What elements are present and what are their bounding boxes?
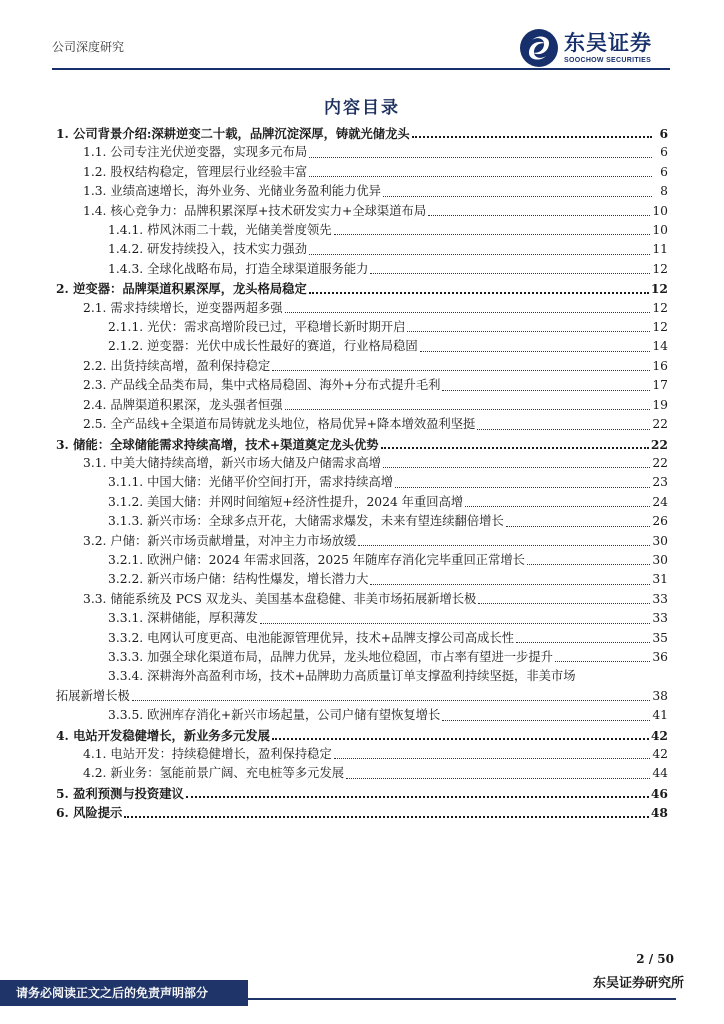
toc-entry-page: 14 [652, 339, 668, 354]
toc-entry[interactable] [56, 318, 668, 337]
toc-entry-text: 公司背景介绍:深耕逆变二十载，品牌沉淀深厚，铸就光储龙头 [73, 126, 410, 141]
toc-entry-page: 35 [652, 630, 668, 645]
toc-entry-text: 电网认可度更高、电池能源管理优异，技术+品牌支撑公司高成长性 [147, 630, 515, 645]
toc-leader-dots [395, 486, 650, 488]
toc-leader-dots [420, 350, 651, 352]
toc-entry-number: 1.4.1. [108, 223, 144, 238]
toc-entry-page: 26 [652, 514, 668, 529]
toc-leader-dots [132, 699, 651, 701]
toc-entry[interactable] [56, 279, 668, 298]
toc-entry[interactable] [56, 629, 668, 648]
toc-entry[interactable] [56, 784, 668, 803]
toc-title: 内容目录 [324, 98, 400, 118]
toc-entry-text: 研发持续投入，技术实力强劲 [147, 242, 307, 257]
toc-entry-number: 1.1. [83, 145, 107, 160]
toc-entry-page: 12 [652, 320, 668, 335]
toc-entry-text: 新兴市场：全球多点开花，大储需求爆发，未来有望连续翻倍增长 [147, 514, 504, 529]
toc-entry-page: 33 [652, 611, 668, 626]
toc-entry[interactable] [56, 260, 668, 279]
toc-entry-number: 3. [56, 436, 69, 452]
toc-entry-text: 出货持续高增，盈利保持稳定 [110, 358, 271, 373]
toc-entry-page: 22 [652, 455, 668, 470]
toc-entry-text: 全球化战略布局，打造全球渠道服务能力 [147, 261, 369, 276]
toc-entry-number: 3.3.4. [108, 669, 144, 684]
toc-entry[interactable] [56, 182, 668, 201]
toc-entry[interactable] [56, 202, 668, 221]
toc-entry-number: 2.1. [83, 300, 107, 315]
toc-entry-text: 美国大储：并网时间缩短+经济性提升，2024 年重回高增 [147, 494, 464, 509]
toc-entry-number: 1.4.3. [108, 261, 144, 276]
toc-leader-dots [309, 156, 652, 158]
toc-entry-page: 8 [660, 184, 668, 199]
toc-entry-number: 1.2. [83, 164, 107, 179]
toc-entry-text: 光伏：需求高增阶段已过，平稳增长新时期开启 [147, 320, 406, 335]
toc-entry-number: 3.1.3. [108, 514, 144, 529]
toc-entry[interactable] [56, 532, 668, 551]
toc-entry-page: 38 [652, 688, 668, 703]
toc-entry-page: 48 [650, 805, 668, 821]
toc-entry[interactable] [56, 454, 668, 473]
toc-entry-text: 公司专注光伏逆变器，实现多元布局 [110, 145, 308, 160]
toc-entry-page: 12 [652, 261, 668, 276]
disclaimer-banner: 请务必阅读正文之后的免责声明部分 [0, 980, 248, 1006]
toc-leader-dots [272, 369, 650, 371]
toc-entry-page: 6 [660, 164, 668, 179]
toc-leader-dots [516, 641, 650, 643]
toc-entry-page: 10 [652, 203, 668, 218]
toc-entry-page: 12 [652, 300, 668, 315]
toc-entry[interactable] [56, 143, 668, 162]
toc-entry[interactable] [56, 706, 668, 725]
toc-leader-dots [309, 291, 649, 294]
toc-entry[interactable] [56, 803, 668, 822]
toc-entry-page: 31 [652, 572, 668, 587]
header-divider [52, 68, 670, 70]
toc-leader-dots [555, 660, 650, 662]
toc-leader-dots [465, 505, 650, 507]
toc-entry-text: 加强全球化渠道布局，品牌力优异，龙头地位稳固，市占率有望进一步提升 [147, 649, 553, 664]
toc-entry-text: 品牌渠道积累深，龙头强者恒强 [110, 397, 283, 412]
toc-entry-number: 3.2.1. [108, 552, 144, 567]
toc-entry[interactable] [56, 163, 668, 182]
toc-entry-number: 1.3. [83, 184, 107, 199]
toc-leader-dots [186, 795, 649, 798]
page-number: 2 / 50 [636, 952, 674, 966]
toc-entry-page: 19 [652, 397, 668, 412]
toc-entry-text: 中国大储：光储平价空间打开，需求持续高增 [147, 475, 394, 490]
toc-entry-text: 产品线全品类布局，集中式格局稳固、海外+分布式提升毛利 [110, 378, 441, 393]
toc-entry-number: 3.3. [83, 591, 107, 606]
toc-entry-text: 储能系统及 PCS 双龙头、美国基本盘稳健、非美市场拓展新增长极 [110, 591, 477, 606]
toc-entry[interactable] [56, 648, 668, 667]
toc-leader-dots [285, 311, 651, 313]
toc-entry[interactable] [56, 590, 668, 609]
toc-leader-dots [478, 602, 650, 604]
toc-entry[interactable] [56, 396, 668, 415]
toc-entry-page: 33 [652, 591, 668, 606]
toc-entry-text: 逆变器：光伏中成长性最好的赛道，行业格局稳固 [147, 339, 418, 354]
toc-entry-page: 16 [652, 358, 668, 373]
toc-leader-dots [260, 622, 651, 624]
toc-entry-number: 2.1.2. [108, 339, 144, 354]
toc-entry-text: 储能：全球储能需求持续高增，技术+渠道奠定龙头优势 [73, 436, 379, 452]
toc-leader-dots [309, 175, 652, 177]
toc-entry-page: 42 [652, 747, 668, 761]
toc-entry-text: 电站开发：持续稳健增长，盈利保持稳定 [110, 747, 332, 761]
toc-entry-page: 22 [652, 417, 668, 432]
toc-entry-page: 42 [650, 727, 668, 743]
toc-entry-page: 30 [652, 533, 668, 548]
toc-leader-dots [442, 719, 650, 721]
toc-leader-dots [407, 330, 650, 332]
toc-leader-dots [428, 214, 650, 216]
toc-entry-number: 3.2.2. [108, 572, 144, 587]
toc-entry-text: 栉风沐雨二十载，光储美誉度领先 [147, 223, 332, 238]
toc-entry-text: 股权结构稳定，管理层行业经验丰富 [110, 164, 308, 179]
toc-entry-number: 3.3.3. [108, 649, 144, 664]
toc-entry-number: 3.3.2. [108, 630, 144, 645]
toc-leader-dots [334, 757, 651, 759]
toc-entry-number: 4. [56, 727, 69, 743]
toc-leader-dots [442, 389, 650, 391]
toc-entry[interactable] [56, 745, 668, 764]
toc-entry-number: 5. [56, 785, 69, 801]
toc-entry-text: 深耕海外高盈利市场，技术+品牌助力高质量订单支撑盈利持续坚挺，非美市场 [147, 669, 576, 684]
toc-leader-dots [383, 195, 652, 197]
toc-entry-number: 2.3. [83, 378, 107, 393]
toc-entry-page: 44 [652, 766, 668, 781]
toc-entry[interactable] [56, 221, 668, 240]
toc-leader-dots [334, 233, 651, 235]
toc-entry-text: 全产品线+全渠道布局铸就龙头地位，格局优异+降本增效盈利坚挺 [110, 417, 476, 432]
toc-entry-number: 2. [56, 281, 69, 297]
toc-entry-page: 12 [650, 281, 668, 297]
toc-entry-number: 4.2. [83, 766, 107, 781]
table-of-contents [56, 124, 668, 823]
toc-entry-page: 24 [652, 494, 668, 509]
toc-entry-text: 业绩高速增长，海外业务、光储业务盈利能力优异 [110, 184, 381, 199]
toc-entry-page: 22 [650, 436, 668, 452]
logo-english-name: SOOCHOW SECURITIES [564, 56, 652, 64]
toc-entry-number: 6. [56, 805, 69, 821]
toc-leader-dots [527, 563, 650, 565]
toc-entry-number: 3.2. [83, 533, 107, 548]
footer-divider [248, 998, 676, 1000]
toc-leader-dots [506, 525, 651, 527]
toc-leader-dots [370, 583, 650, 585]
toc-entry-text: 核心竞争力：品牌积累深厚+技术研发实力+全球渠道布局 [110, 203, 427, 218]
toc-entry-number: 3.1. [83, 455, 107, 470]
toc-entry-text: 逆变器：品牌渠道积累深厚，龙头格局稳定 [73, 281, 307, 297]
toc-entry[interactable] [56, 337, 668, 356]
toc-entry-number: 2.5. [83, 417, 107, 432]
toc-entry-number: 3.3.1. [108, 611, 144, 626]
toc-entry-text-continued: 拓展新增长极 [56, 688, 130, 703]
toc-entry-text: 欧洲户储：2024 年需求回落，2025 年随库存消化完毕重回正常增长 [147, 552, 525, 567]
soochow-logo-icon [520, 29, 558, 67]
toc-entry-page: 46 [650, 785, 668, 801]
toc-entry[interactable] [56, 764, 668, 783]
toc-entry[interactable] [56, 512, 668, 531]
toc-entry[interactable] [56, 493, 668, 512]
toc-entry-text: 新业务：氢能前景广阔、充电桩等多元发展 [110, 766, 345, 781]
toc-entry[interactable] [56, 357, 668, 376]
toc-leader-dots [358, 544, 650, 546]
toc-entry-page: 36 [652, 649, 668, 664]
toc-entry[interactable] [56, 667, 668, 706]
toc-entry-text: 欧洲库存消化+新兴市场起量，公司户储有望恢复增长 [147, 708, 441, 723]
toc-entry-text: 户储：新兴市场贡献增量，对冲主力市场放缓 [110, 533, 357, 548]
toc-entry[interactable] [56, 415, 668, 434]
toc-entry-text: 盈利预测与投资建议 [73, 785, 184, 801]
toc-entry[interactable] [56, 240, 668, 259]
toc-entry-page: 41 [652, 708, 668, 723]
toc-leader-dots [272, 737, 649, 740]
toc-entry-number: 2.1.1. [108, 320, 144, 335]
toc-leader-dots [346, 777, 650, 779]
toc-entry-number: 3.1.2. [108, 494, 144, 509]
toc-entry[interactable] [56, 124, 668, 143]
toc-entry-number: 1. [56, 126, 69, 141]
toc-entry-number: 2.2. [83, 358, 107, 373]
toc-leader-dots [477, 428, 650, 430]
toc-entry-page: 30 [652, 552, 668, 567]
header-doc-type: 公司深度研究 [52, 40, 125, 54]
toc-entry[interactable] [56, 376, 668, 395]
toc-entry[interactable] [56, 299, 668, 318]
toc-entry-number: 1.4.2. [108, 242, 144, 257]
toc-entry[interactable] [56, 570, 668, 589]
toc-entry-page: 23 [652, 475, 668, 490]
toc-entry[interactable] [56, 609, 668, 628]
company-logo [520, 26, 680, 70]
toc-entry-page: 6 [659, 126, 668, 141]
toc-entry-number: 4.1. [83, 747, 107, 761]
toc-leader-dots [285, 408, 651, 410]
toc-leader-dots [381, 446, 649, 449]
toc-leader-dots [309, 253, 650, 255]
toc-leader-dots [370, 272, 650, 274]
toc-entry-number: 3.3.5. [108, 708, 144, 723]
toc-entry-text: 深耕储能，厚积薄发 [147, 611, 258, 626]
toc-entry-page: 6 [660, 145, 668, 160]
toc-entry-number: 2.4. [83, 397, 107, 412]
toc-entry-text: 新兴市场户储：结构性爆发，增长潜力大 [147, 572, 369, 587]
toc-entry-page: 11 [652, 242, 668, 257]
toc-entry-number: 1.4. [83, 203, 107, 218]
toc-entry-page: 17 [652, 378, 668, 393]
toc-entry[interactable] [56, 473, 668, 492]
toc-entry[interactable] [56, 435, 668, 454]
toc-entry[interactable] [56, 726, 668, 745]
research-institute: 东吴证券研究所 [592, 976, 684, 991]
toc-entry-number: 3.1.1. [108, 475, 144, 490]
logo-chinese-name: 东吴证券 [564, 30, 652, 55]
toc-entry-text: 风险提示 [73, 805, 123, 821]
toc-leader-dots [383, 466, 650, 468]
toc-entry-text: 中美大储持续高增，新兴市场大储及户储需求高增 [110, 455, 381, 470]
toc-leader-dots [124, 815, 649, 818]
toc-entry-text: 电站开发稳健增长，新业务多元发展 [73, 727, 270, 743]
toc-entry-page: 10 [652, 223, 668, 238]
toc-entry-text: 需求持续增长，逆变器两超多强 [110, 300, 283, 315]
toc-leader-dots [412, 135, 652, 138]
toc-entry[interactable] [56, 551, 668, 570]
